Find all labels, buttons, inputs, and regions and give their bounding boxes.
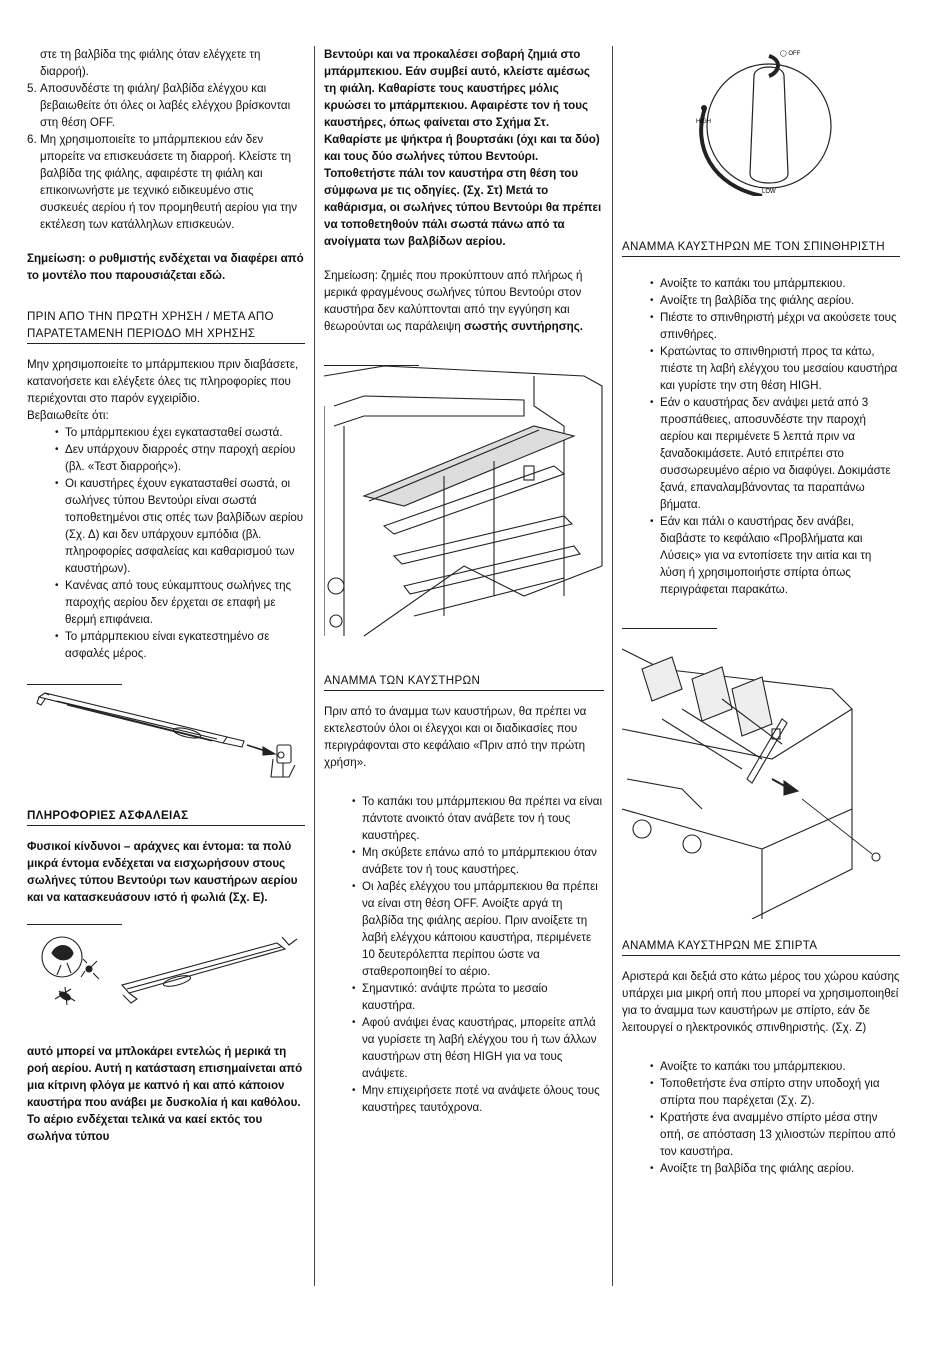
knob-low-label: LOW: [762, 189, 776, 195]
heading-matches: ΑΝΑΜΜΑ ΚΑΥΣΤΗΡΩΝ ΜΕ ΣΠΙΡΤΑ: [622, 937, 900, 956]
column-2: [324, 46, 604, 1116]
list-item: • Εάν και πάλι ο καυστήρας δεν ανάβει, διαβάστε το κεφάλαιο «Προβλήματα και Λύσεις» για να εντοπίσετε την αιτία και τη λύση ή χρησιμοποιήστε σπίρτα όπως περιγράφεται παρακάτω.: [650, 513, 900, 598]
list-item: • Το καπάκι του μπάρμπεκιου θα πρέπει να είναι πάντοτε ανοικτό όταν ανάβετε τον ή τους καυστήρες.: [352, 793, 604, 844]
heading-safety: ΠΛΗΡΟΦΟΡΙΕΣ ΑΣΦΑΛΕΙΑΣ: [27, 807, 305, 826]
list-item: • Το μπάρμπεκιου έχει εγκατασταθεί σωστά.: [55, 424, 305, 441]
warning-text: Βεντούρι και να προκαλέσει σοβαρή ζημιά στο μπάρμπεκιου. Εάν συμβεί αυτό, κλείστε αμέσως τη φιάλη. Καθαρίστε τους καυστήρες μόλις κρυώσει το μπάρμπεκιου. Αφαιρέστε τον ή τους καυστήρες, όπως φαίνεται στο Σχήμα Στ. Καθαρίστε με ψήκτρα ή βουρτσάκι (όχι και τα δύο) και τους δύο σωλήνες τύπου Βεντούρι. Τοποθετήστε πάλι τον καυστήρα στη θέση του σύμφωνα με τις οδηγίες. (Σχ. Στ) Μετά το καθάρισμα, οι σωλήνες τύπου Βεντούρι θα πρέπει να τοποθετηθούν πάλι σωστά πάνω από τα ανοίγματα των βαλβίδων αερίου.: [324, 48, 602, 248]
match-lighting-figure: [622, 629, 900, 919]
list-item: • Σημαντικό: ανάψτε πρώτα το μεσαίο καυστήρα.: [352, 980, 604, 1014]
control-knob-figure: [622, 46, 900, 196]
burner-removal-figure: [324, 366, 604, 646]
list-item: • Οι λαβές ελέγχου του μπάρμπεκιου θα πρέπει να είναι στη θέση OFF. Ανοίξτε αργά τη βαλβίδα της φιάλης αερίου. Πριν ανοίξετε τη λαβή ελέγχου κάποιου καυστήρα, περιμένετε 10 δευτερόλεπτα περίπου ώστε να σταθεροποιηθεί το αέριο.: [352, 878, 604, 980]
column-divider-1: [314, 46, 315, 1286]
knob-high-dot-icon: [701, 105, 707, 111]
heading-lighting: ΑΝΑΜΜΑ ΤΩΝ ΚΑΥΣΤΗΡΩΝ: [324, 672, 604, 691]
list-item: • Δεν υπάρχουν διαρροές στην παροχή αερίου (βλ. «Τεστ διαρροής»).: [55, 441, 305, 475]
list-item: • Ανοίξτε τη βαλβίδα της φιάλης αερίου.: [650, 292, 900, 309]
matches-list: [650, 1058, 900, 1177]
ensure-list: [55, 424, 305, 662]
list-item: 6. Μη χρησιμοποιείτε το μπάρμπεκιου εάν δεν μπορείτε να επισκευάσετε τη διαρροή. Κλείστε τη βαλβίδα της φιάλης, αφαιρέστε τη φιάλη και επικοινωνήστε με τεχνικό ειδικευμένο στις συσκευές αερίου ή τον προμηθευτή αερίου για την εκτέλεση των κατάλληλων επισκευών.: [27, 133, 298, 231]
column-1: [27, 46, 305, 1145]
list-item: • Μην επιχειρήσετε ποτέ να ανάψετε όλους τους καυστήρες ταυτόχρονα.: [352, 1082, 604, 1116]
list-item: στε τη βαλβίδα της φιάλης όταν ελέγχετε τη διαρροή).: [40, 48, 261, 78]
knob-high-label: HIGH: [696, 119, 711, 125]
list-item: • Κρατώντας το σπινθηριστή προς τα κάτω, πιέστε τη λαβή ελέγχου του μεσαίου καυστήρα και γυρίστε την στη θέση HIGH.: [650, 343, 900, 394]
safety-text: Φυσικοί κίνδυνοι – αράχνες και έντομα: τα πολύ μικρά έντομα ενδέχεται να εισχωρήσουν στους σωλήνες τύπου Βεντούρι των καυστήρων αερίου και να κατασκευάσουν ιστό ή φωλιά (Σχ. Ε).: [27, 840, 298, 904]
list-item: • Πιέστε το σπινθηριστή μέχρι να ακούσετε τους σπινθήρες.: [650, 309, 900, 343]
list-item: • Μη σκύβετε επάνω από το μπάρμπεκιου όταν ανάβετε τον ή τους καυστήρες.: [352, 844, 604, 878]
list-item: • Κρατήστε ένα αναμμένο σπίρτο μέσα στην οπή, σε απόσταση 13 χιλιοστών περίπου από τον καυστήρα.: [650, 1109, 900, 1160]
leak-test-steps: [27, 46, 305, 233]
heading-first-use: ΠΡΙΝ ΑΠΟ ΤΗΝ ΠΡΩΤΗ ΧΡΗΣΗ / ΜΕΤΑ ΑΠΟ ΠΑΡΑΤΕΤΑΜΕΝΗ ΠΕΡΙΟΔΟ ΜΗ ΧΡΗΣΗΣ: [27, 308, 305, 344]
list-item: • Ανοίξτε το καπάκι του μπάρμπεκιου.: [650, 1058, 900, 1075]
list-item: • Αφού ανάψει ένας καυστήρας, μπορείτε απλά να γυρίσετε τη λαβή ελέγχου του ή των άλλων καυστήρων στη θέση HIGH για να τους ανάψετε.: [352, 1014, 604, 1082]
list-item: • Κανένας από τους εύκαμπτους σωλήνες της παροχής αερίου δεν έρχεται σε επαφή με θερμή επιφάνεια.: [55, 577, 305, 628]
column-divider-2: [612, 46, 613, 1286]
insects-figure: [27, 925, 302, 1035]
list-item: • Το μπάρμπεκιου είναι εγκατεστημένο σε ασφαλές μέρος.: [55, 628, 305, 662]
knob-off-label: ◯ OFF: [780, 51, 801, 57]
list-item: 5. Αποσυνδέστε τη φιάλη/ βαλβίδα ελέγχου και βεβαιωθείτε ότι όλες οι λαβές ελέγχου βρίσκονται στη θέση OFF.: [27, 82, 291, 129]
column-3: [622, 46, 900, 1177]
lighting-intro: Πριν από το άναμμα των καυστήρων, θα πρέπει να εκτελεστούν όλοι οι έλεγχοι και οι διαδικασίες που περιγράφονται στο κεφάλαιο «Πριν από την πρώτη χρήση».: [324, 705, 587, 769]
regulator-note: Σημείωση: ο ρυθμιστής ενδέχεται να διαφέρει από το μοντέλο που παρουσιάζεται εδώ.: [27, 252, 304, 282]
damage-note: Σημείωση: ζημιές που προκύπτουν από πλήρως ή μερικά φραγμένους σωλήνες τύπου Βεντούρι στον καυστήρα δεν καλύπτονται από την εγγύηση και θεωρούνται ως παράλειψη σωστής συντήρησης.: [324, 269, 583, 333]
igniter-list: [650, 275, 900, 598]
safety-text-continued: αυτό μπορεί να μπλοκάρει εντελώς ή μερικά τη ροή αερίου. Αυτή η κατάσταση επισημαίνεται από μια κίτρινη φλόγα με καπνό ή και από κάποιον καυστήρα που ανάβει με δυσκολία ή και καθόλου. Το αέριο ενδέχεται τελικά να καεί εκτός του σωλήνα τύπου: [27, 1045, 303, 1143]
lighting-list: [352, 793, 604, 1116]
venturi-tube-figure: [27, 685, 302, 785]
list-item: • Οι καυστήρες έχουν εγκατασταθεί σωστά, οι σωλήνες τύπου Βεντούρι είναι σωστά τοποθετημένοι στις οπές των βαλβίδων αερίου (Σχ. Δ) και δεν υπάρχουν εμπόδια (βλ. πληροφορίες ασφαλείας και καθαρισμού των καυστήρων).: [55, 475, 305, 577]
ensure-label: Βεβαιωθείτε ότι:: [27, 409, 109, 422]
list-item: • Ανοίξτε το καπάκι του μπάρμπεκιου.: [650, 275, 900, 292]
list-item: • Ανοίξτε τη βαλβίδα της φιάλης αερίου.: [650, 1160, 900, 1177]
matches-intro: Αριστερά και δεξιά στο κάτω μέρος του χώρου καύσης υπάρχει μια μικρή οπή που μπορεί να χρησιμοποιηθεί για το άναμμα των καυστήρων με σπίρτο, εάν δε λειτουργεί ο ηλεκτρονικός σπινθηριστής. (Σχ. Ζ): [622, 970, 900, 1034]
list-item: • Τοποθετήστε ένα σπίρτο στην υποδοχή για σπίρτα που παρέχεται (Σχ. Ζ).: [650, 1075, 900, 1109]
list-item: • Εάν ο καυστήρας δεν ανάψει μετά από 3 προσπάθειες, αποσυνδέστε την παροχή αερίου και περιμένετε 5 λεπτά πριν να ξαναδοκιμάσετε. Αυτό επιτρέπει στο συσσωρευμένο αέριο να διαφύγει. Δοκιμάστε ξανά, επαναλαμβάνοντας τα παραπάνω βήματα.: [650, 394, 900, 513]
first-use-intro: Μην χρησιμοποιείτε το μπάρμπεκιου πριν διαβάσετε, κατανοήσετε και ελέγξετε όλες τις πληροφορίες που περιέχονται στο παρόν εγχειρίδιο.: [27, 358, 299, 405]
heading-igniter: ΑΝΑΜΜΑ ΚΑΥΣΤΗΡΩΝ ΜΕ ΤΟΝ ΣΠΙΝΘΗΡΙΣΤΗ: [622, 238, 900, 257]
